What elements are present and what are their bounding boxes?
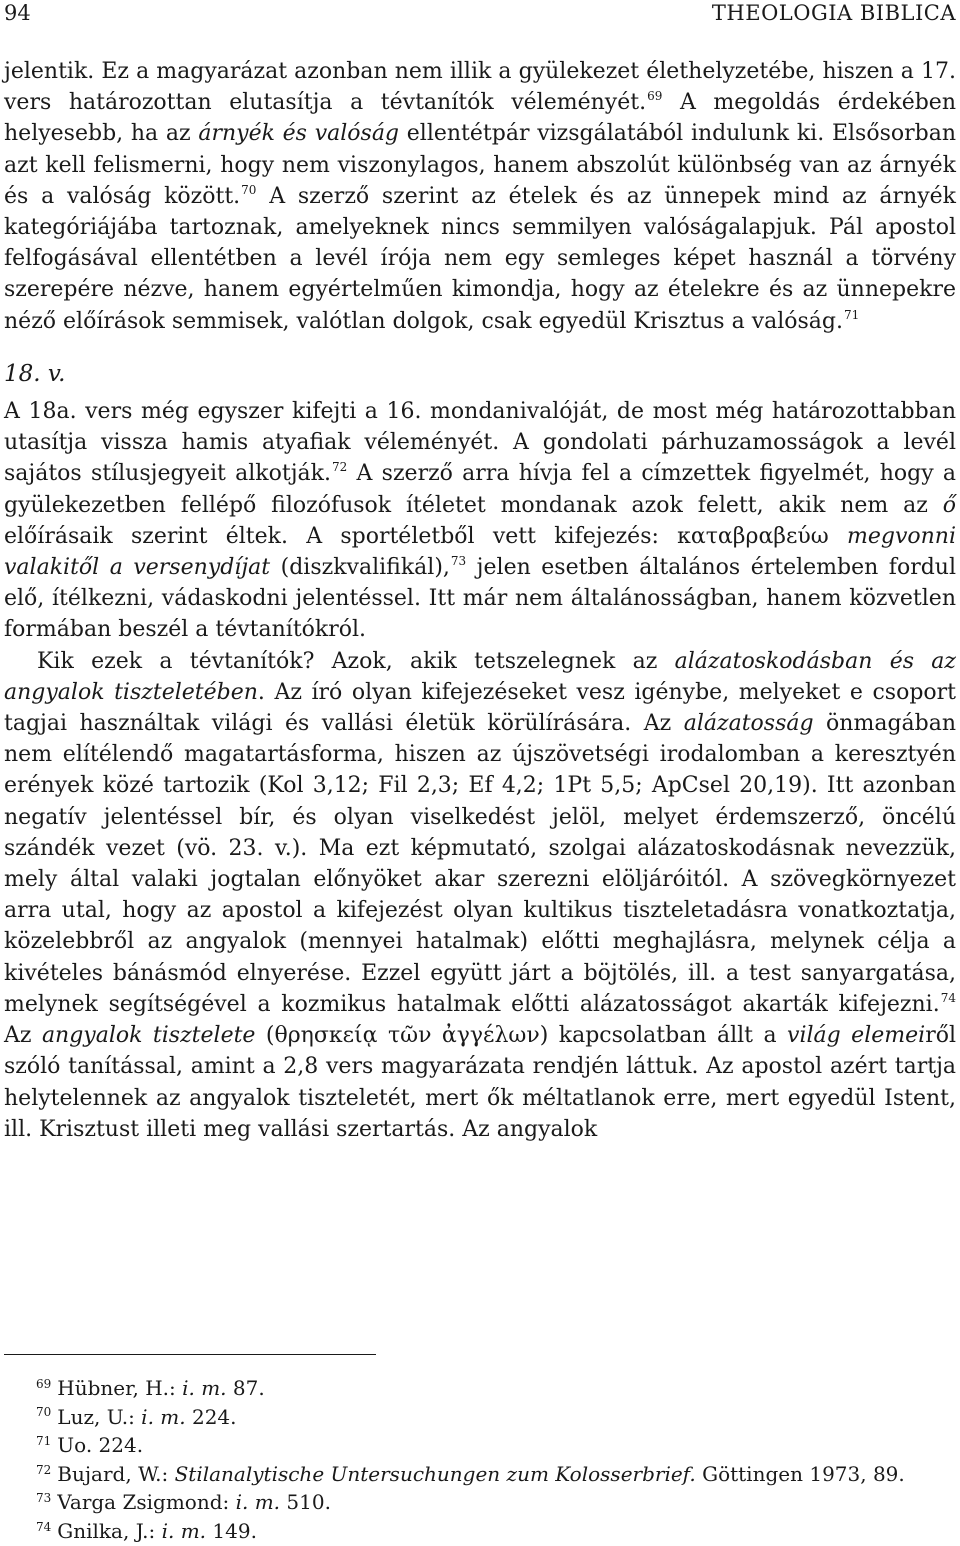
paragraph-text: A 18a. vers még egyszer kifejti a 16. mondanivalóját, de most még határozottabban utasítja vissza hamis atyafiak véleményét. A gondolati párhuzamosságok a levél sajátos stílusjegyeit alkotják.	[4, 399, 956, 487]
emphasis-text: világ elemei	[787, 1023, 926, 1049]
footnote-ref-70[interactable]: 70	[241, 182, 257, 197]
footnote-text: Hübner, H.:	[57, 1376, 183, 1400]
paragraph-text: előírásaik szerint éltek. A sportéletből vett kifejezés:	[4, 523, 678, 549]
footnote-ref-69[interactable]: 69	[647, 89, 663, 104]
footnote-text: Gnilka, J.:	[57, 1518, 162, 1543]
footnote-italic: i. m.	[141, 1404, 186, 1429]
footnote-italic: i. m.	[235, 1490, 281, 1515]
emphasis-text: árnyék és valóság	[198, 121, 400, 147]
paragraph-text: jelentik. Ez a magyarázat azonban nem illik a gyülekezet élethelyzetébe, hiszen a 17. vers határozottan elutasítja a tévtanítók véleményét.	[4, 59, 956, 116]
footnote-number: 71	[36, 1434, 52, 1448]
footnote-ref-72[interactable]: 72	[331, 460, 348, 475]
footnote-69	[36, 1374, 956, 1403]
footnote-number: 74	[36, 1519, 52, 1534]
paragraph-1	[4, 56, 956, 337]
footnote-71	[36, 1431, 956, 1460]
emphasis-text: ő	[942, 492, 956, 518]
footnote-rest: 224.	[185, 1404, 237, 1429]
paragraph-text: önmagában nem elítélendő magatartásforma, hiszen az újszövetségi irodalomban a keresztyén erények közé tartozik (Kol 3,12; Fil 2,3; Ef 4,2; 1Pt 5,5; ApCsel 20,19). Itt azonban negatív jelentéssel bír, és olyan viselkedést jelöl, melyet érdemszerző, öncélú szándék vezet (vö. 23. v.). Ma ezt képmutató, szolgai alázatoskodásnak nevezzük, mely által valaki jogtalan előnyöket akar szerezni elöljáróitól. A szövegkörnyezet arra utal, hogy az apostol a kifejezést olyan kultikus tiszteletadásra vonatkoztatja, közelebbről az angyalok (mennyei hatalmak) előtti meghajlásra, melynek célja a kivételes bánásmód elnyerése. Ezzel együtt járt a böjtölés, ill. a test sanyargatása, melynek segítségével a kozmikus hatalmak előtti alázatosságot akarták kifejezni.	[4, 711, 957, 1017]
paragraph-text: (	[255, 1023, 275, 1049]
footnote-italic: i. m.	[182, 1376, 227, 1400]
footnote-text: Varga Zsigmond:	[57, 1490, 236, 1515]
footnote-rest: 510.	[280, 1490, 331, 1515]
footnote-72	[36, 1460, 956, 1489]
footnote-ref-73[interactable]: 73	[450, 554, 467, 569]
footnote-rest: Göttingen 1973, 89.	[695, 1461, 905, 1486]
page-number: 94	[4, 1, 31, 25]
paragraph-text: . Az író olyan kifejezéseket vesz igénybe, melyeket e csoport tagjai használtak világi és vallási életük körülírására. Az	[4, 679, 957, 737]
footnote-ref-71[interactable]: 71	[844, 307, 860, 322]
paragraph-text: ) kapcsolatban állt a	[539, 1023, 788, 1049]
paragraph-text: Kik ezek a tévtanítók? Azok, akik tetszelegnek az	[37, 648, 675, 674]
paragraph-text	[829, 524, 847, 549]
footnote-italic: i. m.	[161, 1518, 207, 1543]
greek-term: καταβραβεύω	[677, 523, 829, 549]
emphasis-text: angyalok tisztelete	[41, 1023, 256, 1049]
emphasis-text: alázatosság	[683, 711, 814, 737]
page-header	[4, 0, 956, 30]
paragraph-text: A megoldás érdekében helyesebb, ha az	[4, 90, 956, 147]
paragraph-text: ellentétpár vizsgálatából indulunk ki. Elsősorban azt kell felismerni, hogy nem viszonylagos, hanem abszolút különbség van az árnyék és a valóság között.	[4, 121, 956, 209]
greek-term: θρησκείᾳ τῶν ἀγγέλων	[274, 1023, 540, 1049]
footnote-number: 72	[36, 1462, 52, 1477]
paragraph-text: (diszkvalifikál),	[270, 555, 450, 581]
footnote-rest: 149.	[206, 1518, 257, 1543]
paragraph-text: A szerző arra hívja fel a címzettek figyelmét, hogy a gyülekezetben fellépő filozófusok ítéletet mondanak azok felett, akik nem az	[4, 461, 956, 518]
footnote-italic: Stilanalytische Untersuchungen zum Kolosserbrief.	[174, 1461, 696, 1486]
emphasis-text: megvonni valakitől a versenydíjat	[4, 523, 956, 581]
paragraph-2	[4, 396, 956, 646]
footnote-rest: 87.	[226, 1376, 265, 1400]
footnote-70	[36, 1403, 956, 1432]
paragraph-text: Az	[4, 1023, 42, 1049]
footnote-73	[36, 1488, 956, 1517]
footnote-number: 73	[36, 1491, 52, 1506]
paragraph-3	[4, 646, 956, 1145]
verse-heading: 18. v.	[4, 360, 66, 387]
footnote-ref-74[interactable]: 74	[940, 990, 956, 1005]
footnote-number: 70	[36, 1405, 52, 1420]
footnote-text: Bujard, W.:	[57, 1461, 175, 1486]
footnote-text: Uo. 224.	[57, 1433, 144, 1458]
footnotes	[36, 1374, 956, 1546]
paragraph-text: ről szóló tanítással, amint a 2,8 vers magyarázata rendjén láttuk. Az apostol azért tartja helytelennek az angyalok tiszteletét, mert ők méltatlanok erre, mert egyedül Istent, ill. Krisztust illeti meg vallási szertartás. Az angyalok	[4, 1023, 956, 1142]
paragraph-text: A szerző szerint az ételek és az ünnepek mind az árnyék kategóriájába tartoznak, amelyeknek nincs semmilyen valóságalapjuk. Pál apostol felfogásával ellentétben a levél írója nem egy semleges képet használ a törvény szerepére nézve, hanem egyértelműen kimondja, hogy az ételekre és az ünnepekre néző előírások semmisek, valótlan dolgok, csak egyedül Krisztus a valóság.	[4, 183, 956, 334]
footnote-74	[36, 1517, 956, 1546]
footnote-text: Luz, U.:	[57, 1404, 142, 1429]
paragraph-text: jelen esetben általános értelemben fordul elő, ítélkezni, vádaskodni jelentéssel. Itt már nem általánosságban, hanem közvetlen formában beszél a tévtanítókról.	[4, 555, 956, 643]
footnote-divider	[4, 1354, 376, 1355]
footnote-number: 69	[36, 1376, 52, 1391]
body-text	[4, 56, 956, 1145]
running-title: THEOLOGIA BIBLICA	[711, 1, 956, 25]
emphasis-text: alázatoskodásban és az angyalok tiszteletében	[4, 648, 956, 705]
